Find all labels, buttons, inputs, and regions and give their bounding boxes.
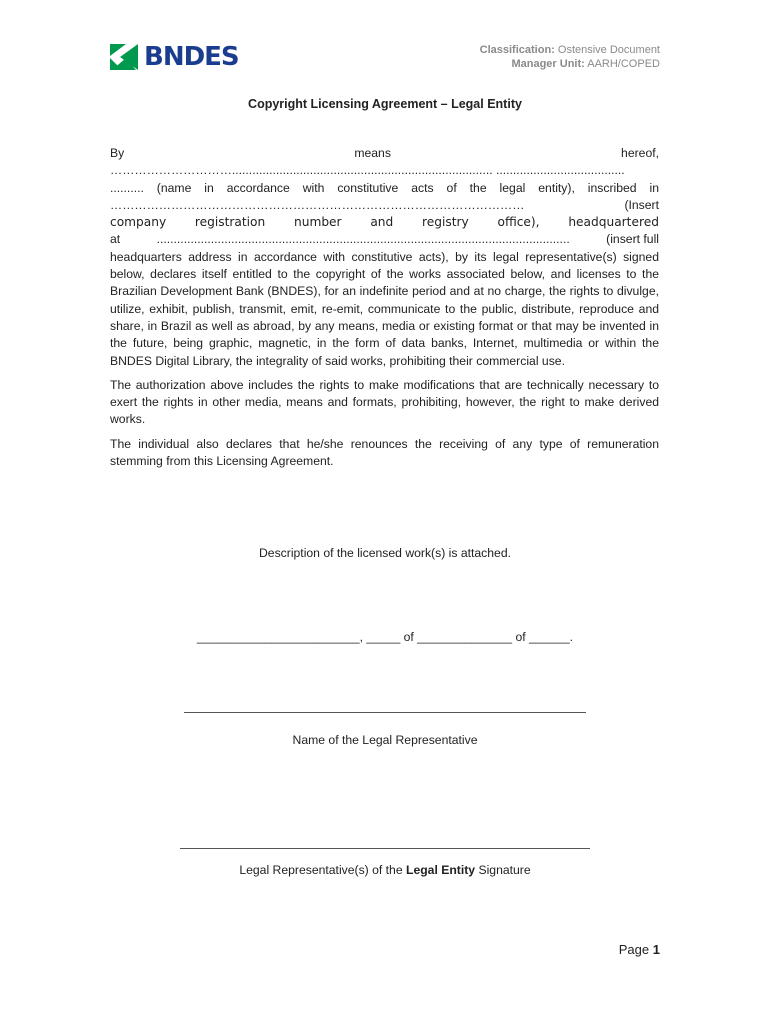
caption-bold: Legal Entity (406, 863, 476, 877)
word: registration (194, 215, 266, 230)
signature-2-caption (0, 863, 770, 877)
logo-text: BNDES (144, 42, 239, 72)
body-line-6 (110, 231, 659, 248)
word: registry (422, 215, 469, 230)
agreement-body (110, 145, 659, 477)
blank-dots: .......................................................................................................................... (156, 232, 570, 247)
word: By (110, 146, 125, 160)
document-metadata (480, 43, 660, 71)
blank-dots: ………………………………………………………………………………………… (110, 197, 525, 212)
body-line-4 (110, 197, 659, 214)
word: (Insert (624, 197, 659, 212)
caption-post: Signature (475, 863, 531, 877)
body-line-3 (110, 180, 659, 197)
paragraph-2: The authorization above includes the rights to make modifications that are technically necessary to exert the rights in other media, means and formats, prohibiting, however, the right to make derived works. (110, 377, 659, 427)
classification-label: Classification: (479, 44, 555, 56)
word: hereof, (621, 146, 659, 160)
attachment-note: Description of the licensed work(s) is attached. (259, 546, 511, 560)
page-label: Page (618, 942, 650, 957)
word: means (354, 146, 391, 160)
classification-value: Ostensive Document (557, 44, 660, 56)
word: number (294, 215, 342, 230)
body-line-5 (110, 214, 659, 231)
bndes-logo (110, 44, 239, 70)
word: company (110, 215, 167, 230)
manager-unit-label: Manager Unit: (511, 58, 585, 70)
manager-unit-line (480, 57, 660, 71)
paragraph-1-rest: headquarters address in accordance with constitutive acts), by its legal representative(s) signed below, declares itself entitled to the copyright of the works associated below, and licenses to the Brazilian Development Bank (BNDES), for an indefinite period and at no charge, the rights to divulge, utilize, exhibit, publish, transmit, emit, re-emit, communicate to the public, distribute, reproduce and share, in Brazil as well as abroad, by any means, media or existing format or that may be invented in the future, being graphic, magnetic, in the form of data banks, Internet, multimedia or within the BNDES Digital Library, the integrality of said works, prohibiting their commercial use. (110, 249, 659, 368)
word: at (110, 232, 121, 247)
date-line: ________________________, _____ of ______________ of ______. (196, 630, 574, 644)
word: and (370, 215, 394, 230)
page-value: 1 (652, 942, 660, 957)
signature-line-2 (180, 848, 590, 849)
caption-pre: Legal Representative(s) of the (239, 863, 406, 877)
word: headquartered (568, 215, 659, 230)
paragraph-3: The individual also declares that he/she renounces the receiving of any type of remuneration stemming from this Licensing Agreement. (110, 436, 659, 469)
bndes-logo-icon (110, 44, 138, 70)
page-number (619, 942, 660, 957)
body-line-3-text: .......... (name in accordance with constitutive acts of the legal entity), inscribed in (110, 180, 659, 195)
signature-line-1 (184, 712, 586, 713)
word: office), (497, 215, 540, 230)
word: (insert full (606, 232, 659, 247)
signature-1-caption: Name of the Legal Representative (292, 733, 478, 747)
classification-line (480, 43, 660, 57)
document-title: Copyright Licensing Agreement – Legal Entity (248, 97, 522, 111)
body-line-2: …………………………............................................................................. ...................................... (110, 163, 625, 178)
manager-unit-value: AARH/COPED (587, 58, 660, 70)
body-line-1 (110, 145, 659, 162)
